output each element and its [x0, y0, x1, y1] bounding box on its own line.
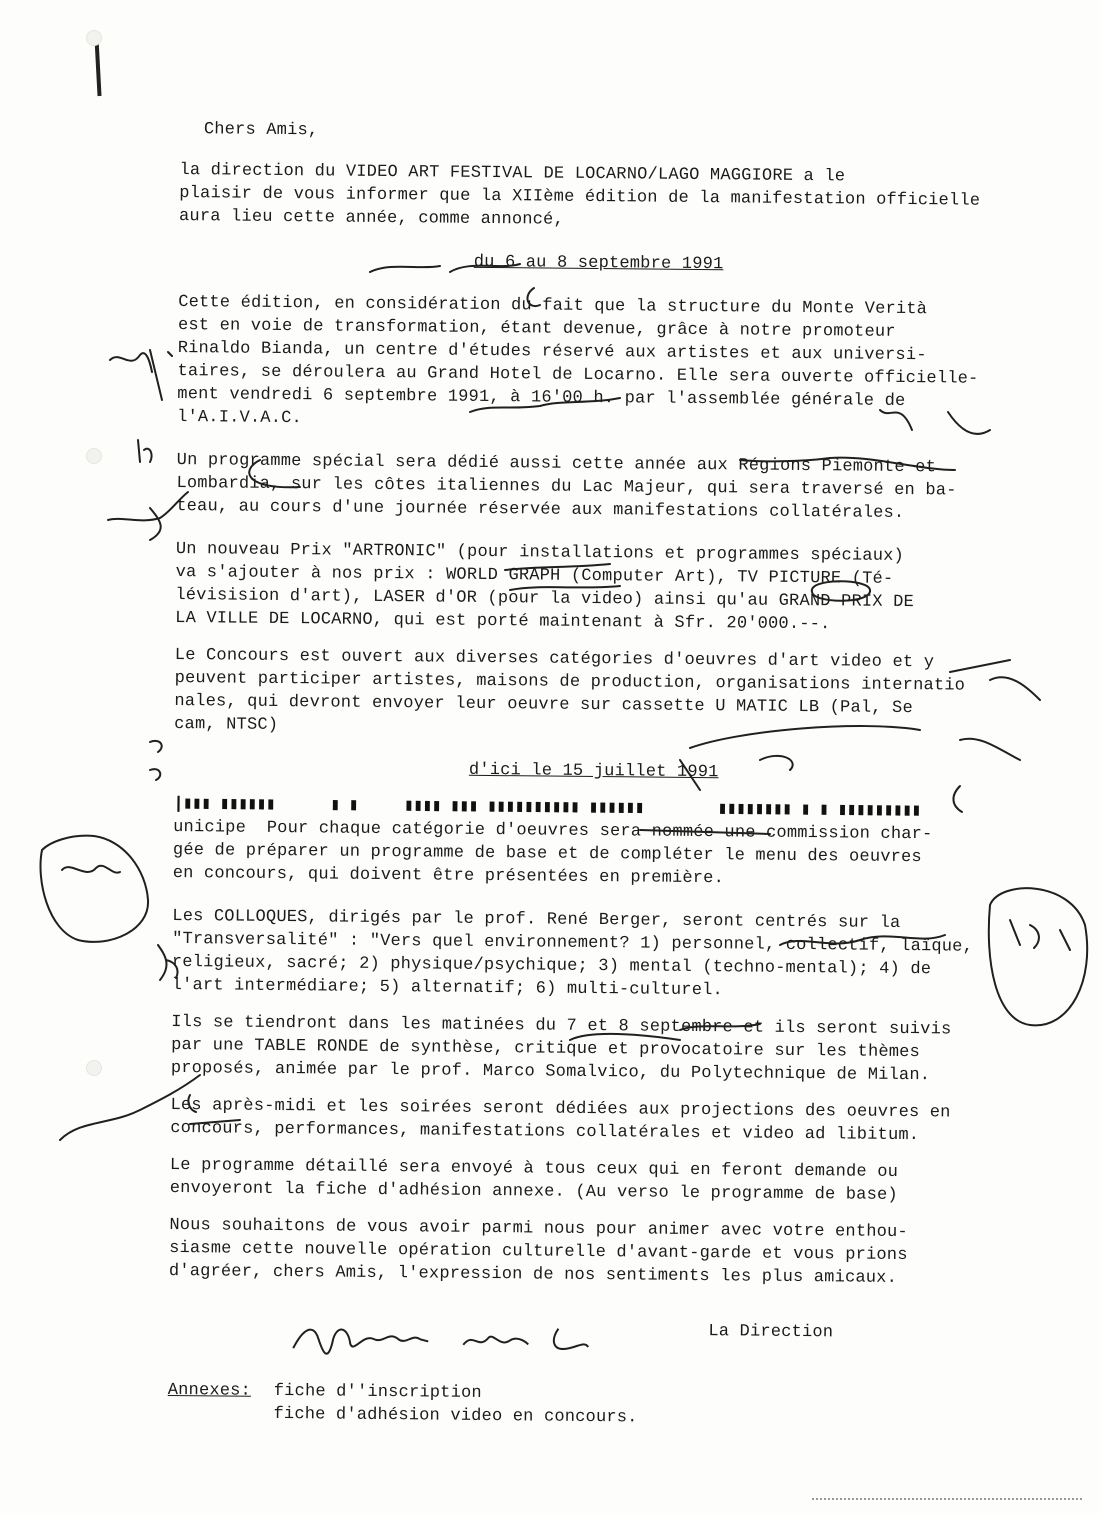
letter-body: [167, 118, 1020, 1433]
signature-row: [168, 1307, 1009, 1387]
punch-hole: [86, 448, 102, 464]
signoff: La Direction: [708, 1322, 834, 1343]
margin-stroke: [94, 38, 101, 96]
punch-hole: [86, 1060, 102, 1076]
prix-paragraph: Un nouveau Prix "ARTRONIC" (pour installations et programmes spéciaux) va s'ajouter à nos prix : WORLD GRAPH (Computer Art), TV PICTURE (Té- lévisision d'art), LASER d'OR (pour la video) ainsi qu'au GRAND PRIX DE LA VILLE DE LOCARNO, qui est porté maintenant à Sfr. 20'000.--.: [175, 539, 915, 635]
annexes-label: Annexes:: [167, 1380, 252, 1401]
intro-paragraph: la direction du VIDEO ART FESTIVAL DE LOCARNO/LAGO MAGGIORE a le plaisir de vous informer que la XIIème édition de la manifestation officielle aura lieu cette année, comme annoncé,: [178, 160, 981, 230]
salutation: Chers Amis,: [203, 120, 319, 141]
concours-paragraph: Le Concours est ouvert aux diverses catégories d'oeuvres d'art video et y peuvent participer artistes, maisons de production, organisations internatio nales, qui devront envoyer leur oeuvre sur cassette U MATIC LB (Pal, Se cam, NTSC): [174, 645, 966, 735]
annex-item: fiche d'adhésion video en concours.: [273, 1404, 638, 1428]
deadline-date: d'ici le 15 juillet 1991: [468, 760, 719, 783]
programme-paragraph: Un programme spécial sera dédié aussi cette année aux Régions Piemonte et Lombardia, sur les côtes italiennes du Lac Majeur, qui sera traversé en ba- teau, au cours d'une journée réservée aux manifestations collatérales.: [176, 450, 957, 523]
annex-item: fiche d''inscription: [273, 1381, 482, 1403]
margin-note: [41, 836, 149, 942]
margin-note: [110, 350, 172, 400]
festival-dates: du 6 au 8 septembre 1991: [473, 252, 724, 275]
handwritten-signature: [288, 1308, 619, 1371]
jury-paragraph: gée de préparer un programme de base et de compléter le menu des oeuvres en concours, qui doivent être présentées en première.: [172, 840, 922, 889]
annexes: [167, 1379, 1007, 1433]
margin-note: [62, 866, 120, 873]
margin-note: [1010, 920, 1070, 950]
margin-note: [150, 741, 162, 780]
soirees-paragraph: Les après-midi et les soirées seront dédiées aux projections des oeuvres en concours, performances, manifestations collatérales et video ad libitum.: [170, 1095, 951, 1146]
edition-paragraph: Cette édition, en considération du fait que la structure du Monte Verità est en voie de transformation, étant devenue, grâce à notre promoteur Rinaldo Bianda, un centre d'études réservé aux artistes et aux universi- taires, se déroulera au Grand Hotel de Locarno. Elle sera ouverte officielle- ment vendredi 6 septembre 1991, à 16'00 h. par l'assemblée générale de l'A.I.V.A.C.: [177, 292, 979, 429]
matinees-paragraph: Ils se tiendront dans les matinées du 7 et 8 septembre et ils seront suivis par une TABLE RONDE de synthèse, critique et provocatoire sur les thèmes proposés, animée par le prof. Marco Somalvico, du Polytechnique de Milan.: [170, 1012, 952, 1086]
jury-paragraph-line: unicipe Pour chaque catégorie d'oeuvres sera nommée une commission char-: [173, 817, 933, 845]
margin-note: [138, 440, 152, 462]
punch-hole: [86, 30, 102, 46]
detail-paragraph: Le programme détaillé sera envoyé à tous ceux qui en feront demande ou envoyeront la fiche d'adhésion annexe. (Au verso le programme de base): [169, 1155, 899, 1205]
edge-dashes: [812, 1498, 1082, 1500]
closing-paragraph: Nous souhaitons de vous avoir parmi nous pour animer avec votre enthou- siasme cette nouvelle opération culturelle d'avant-garde et vous prions d'agréer, chers Amis, l'expression de nos sentiments les plus amicaux.: [168, 1215, 908, 1288]
redacted-line: |▮▮▮ ▮▮▮▮▮▮ ▮ ▮ ▮▮▮▮ ▮▮▮ ▮▮▮▮▮▮▮▮▮▮ ▮▮▮▮▮▮ ▮▮▮▮▮▮▮▮ ▮ ▮ ▮▮▮▮▮▮▮▮▮: [173, 794, 921, 822]
colloques-paragraph: Les COLLOQUES, dirigés par le prof. René Berger, seront centrés sur la "Transversalité" : "Vers quel environnement? 1) personnel, collectif, laïque, religieux, sacré; 2) physique/psychique; 3) mental (techno-mental); 4) de l'art intermédiare; 5) alternatif; 6) multi-culturel.: [171, 906, 974, 1001]
